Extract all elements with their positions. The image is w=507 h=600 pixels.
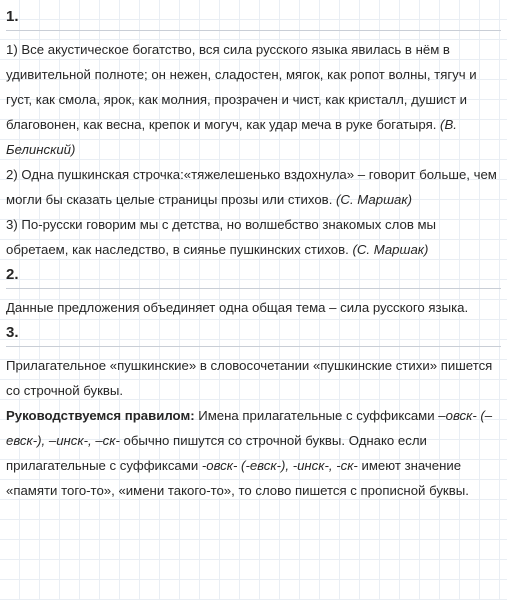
rule-paragraph [6, 403, 501, 503]
rule-part-3: имеют значение «памяти того-то», «имени такого-то», то слово пишется с прописной буквы. [6, 458, 469, 498]
suffixes-2: -овск- (-евск-), -инск-, -ск- [201, 458, 358, 473]
sentence-3-source: (С. Маршак) [352, 242, 429, 257]
rule-label: Руководствуемся правилом: [6, 408, 195, 423]
section-number-3: 3. [6, 320, 501, 347]
sentence-1-source: (В. Белинский) [6, 117, 457, 157]
section-number-2: 2. [6, 262, 501, 289]
section-3-text: Прилагательное «пушкинские» в словосочетании «пушкинские стихи» пишется со строчной буквы. [6, 358, 493, 398]
sentence-2-text: 2) Одна пушкинская строчка:«тяжелешенько вздохнула» – говорит больше, чем могли бы сказать целые страницы прозы или стихов. [6, 167, 497, 207]
rule-part-1: Имена прилагательные с суффиксами [194, 408, 439, 423]
section-number-1: 1. [6, 4, 501, 31]
section-2-text: Данные предложения объединяет одна общая тема – сила русского языка. [6, 300, 469, 315]
suffixes-1: –овск- (–евск-), –инск-, –ск- [6, 408, 493, 448]
sentence-2-source: (С. Маршак) [336, 192, 412, 207]
sentence-3-text: 3) По-русски говорим мы с детства, но волшебство знакомых слов мы обретаем, как наследство, в сиянье пушкинских стихов. [6, 217, 437, 257]
rule-part-2: обычно пишутся со строчной буквы. Однако если прилагательные с суффиксами [6, 433, 427, 473]
sentence-2 [6, 162, 501, 212]
sentence-1-text: 1) Все акустическое богатство, вся сила русского языка явилась в нём в удивительной полноте; он нежен, сладостен, мягок, как ропот волны, тягуч и густ, как смола, ярок, как молния, прозрачен и чист, как кристалл, душист и благовонен, как весна, крепок и могуч, как удар меча в руке богатыря. [6, 42, 477, 132]
sentence-1 [6, 37, 501, 162]
sentence-3 [6, 212, 501, 262]
